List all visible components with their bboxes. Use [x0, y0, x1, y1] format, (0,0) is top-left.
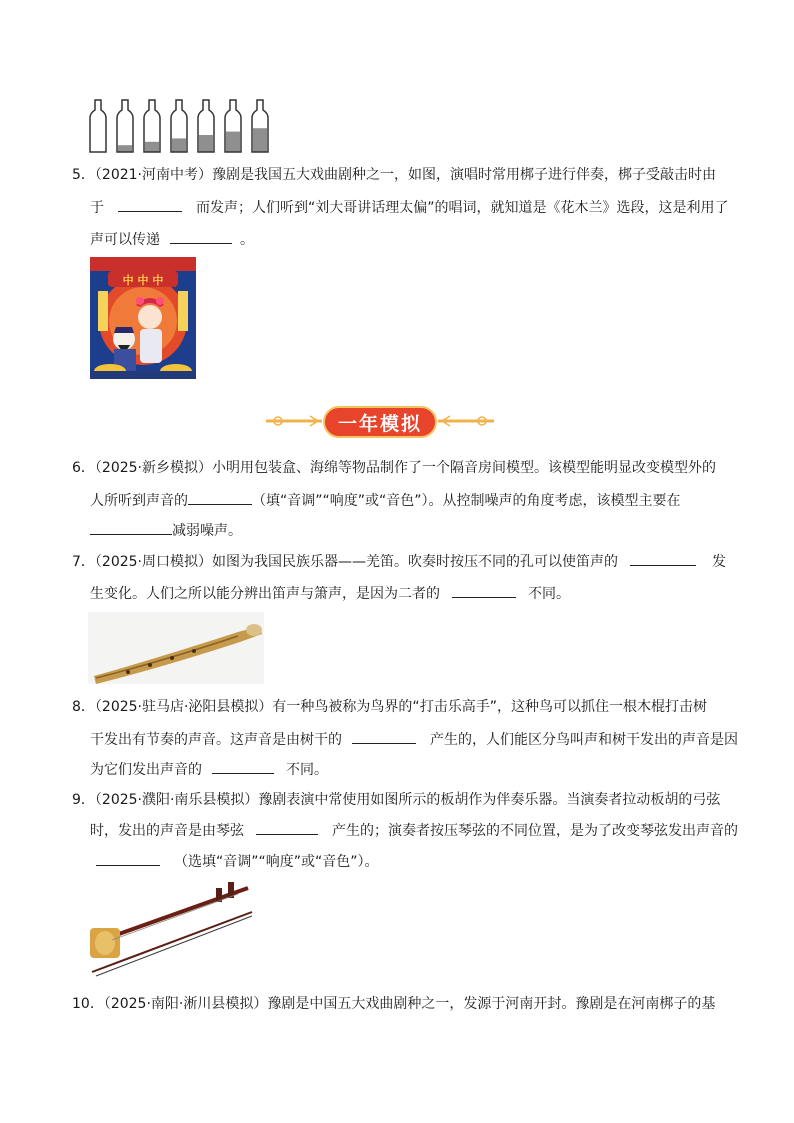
q9-line3: （选填“音调”“响度”或“音色”）。 — [96, 851, 379, 872]
bottle — [144, 100, 160, 152]
q7-line1: 7．（2025·周口模拟）如图为我国民族乐器——羌笛。吹奏时按压不同的孔可以使笛声的 发 — [72, 551, 726, 572]
bottle-water — [118, 145, 132, 152]
bottle-water — [253, 128, 267, 152]
bottle — [90, 100, 106, 152]
q5-line2: 于 而发声；人们听到“刘大哥讲话理太偏”的唱词，就知道是《花木兰》选段，这是利用了 — [90, 197, 729, 218]
answer-blank[interactable] — [212, 759, 274, 774]
q10-line1: 10．（2025·南阳·淅川县模拟）豫剧是中国五大戏曲剧种之一，发源于河南开封。豫剧是在河南梆子的基 — [72, 996, 716, 1012]
bottle-water — [226, 132, 240, 152]
answer-blank[interactable] — [170, 229, 232, 244]
answer-blank[interactable] — [630, 551, 696, 566]
bottle-water — [172, 138, 186, 152]
bottle — [117, 100, 133, 152]
poster-banner-text: 中 中 中 — [122, 274, 164, 287]
bottle — [225, 100, 241, 152]
answer-blank[interactable] — [118, 197, 182, 212]
bottles-figure — [86, 98, 276, 154]
bottle-water — [145, 142, 159, 152]
banner-decoration-left — [262, 413, 326, 429]
bottle-water — [199, 135, 213, 152]
bottle-outline — [117, 100, 133, 152]
q8-line1: 8．（2025·驻马店·泌阳县模拟）有一种鸟被称为鸟界的“打击乐高手”，这种鸟可以抓住一根木棍打击树 — [72, 699, 707, 715]
answer-blank[interactable] — [352, 729, 416, 744]
q9-line2: 时，发出的声音是由琴弦 产生的；演奏者按压琴弦的不同位置，是为了改变琴弦发出声音的 — [90, 820, 738, 841]
answer-blank[interactable] — [96, 851, 160, 866]
section-banner-title: 一年模拟 — [323, 406, 437, 438]
q6-line3: 减弱噪声。 — [90, 520, 242, 541]
q5-line1: 5．（2021·河南中考）豫剧是我国五大戏曲剧种之一，如图，演唱时常用梆子进行伴奏，梆子受敲击时由 — [72, 167, 716, 183]
q9-line1: 9．（2025·濮阳·南乐县模拟）豫剧表演中常使用如图所示的板胡作为伴奏乐器。当演奏者拉动板胡的弓弦 — [72, 792, 721, 808]
q5-line3: 声可以传递 。 — [90, 229, 254, 250]
bottle — [198, 100, 214, 152]
bottle-outline — [90, 100, 106, 152]
answer-blank[interactable] — [188, 490, 252, 505]
bottle — [252, 100, 268, 152]
opera-poster-image — [90, 257, 196, 379]
answer-blank[interactable] — [452, 583, 516, 598]
q6-line2: 人所听到声音的 （填“音调”“响度”或“音色”）。从控制噪声的角度考虑，该模型主要在 — [90, 490, 681, 511]
q7-line2: 生变化。人们之所以能分辨出笛声与箫声，是因为二者的 不同。 — [90, 583, 570, 604]
q6-line1: 6．（2025·新乡模拟）小明用包装盒、海绵等物品制作了一个隔音房间模型。该模型能明显改变模型外的 — [72, 460, 716, 476]
qiang-flute-image — [88, 612, 264, 684]
answer-blank[interactable] — [256, 820, 318, 835]
banhu-instrument-image — [88, 878, 254, 980]
q8-line3: 为它们发出声音的 不同。 — [90, 759, 328, 780]
answer-blank[interactable] — [90, 520, 172, 535]
bottle — [171, 100, 187, 152]
banner-decoration-right — [434, 413, 498, 429]
q8-line2: 干发出有节奏的声音。这声音是由树干的 产生的，人们能区分鸟叫声和树干发出的声音是因 — [90, 729, 738, 750]
